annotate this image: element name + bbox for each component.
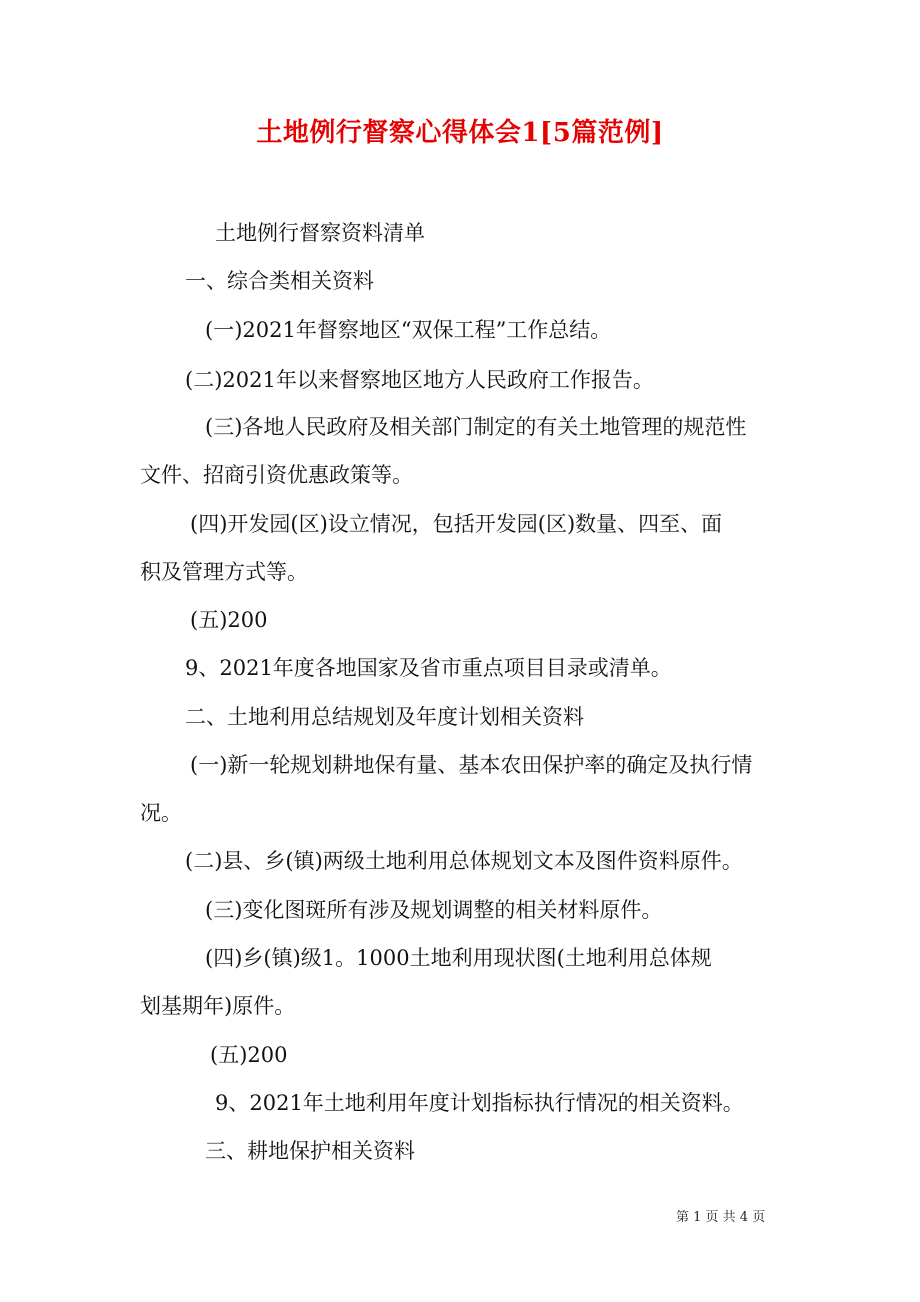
paragraph-line: (一)新一轮规划耕地保有量、基本农田保护率的确定及执行情 [190,753,753,777]
paragraph-line: 文件、招商引资优惠政策等。 [140,463,413,487]
paragraph-line: (四)乡(镇)级1。1000土地利用现状图(土地利用总体规 [205,946,712,970]
paragraph-line: (三)各地人民政府及相关部门制定的有关土地管理的规范性 [205,415,747,439]
paragraph-line: 9、2021年土地利用年度计划指标执行情况的相关资料。 [215,1091,744,1115]
paragraph-line: (二)县、乡(镇)两级土地利用总体规划文本及图件资料原件。 [185,849,743,873]
section-heading: 一、综合类相关资料 [185,269,374,293]
paragraph-line: (四)开发园(区)设立情况，包括开发园(区)数量、四至、面 [190,512,723,536]
paragraph-line: 划基期年)原件。 [140,994,296,1018]
paragraph-line: (二)2021年以来督察地区地方人民政府工作报告。 [185,368,654,392]
paragraph-line: (五)200 [210,1043,288,1067]
paragraph-line: 土地例行督察资料清单 [215,221,425,245]
section-heading: 三、耕地保护相关资料 [205,1139,415,1163]
paragraph-line: (三)变化图斑所有涉及规划调整的相关材料原件。 [205,898,663,922]
section-heading: 二、土地利用总结规划及年度计划相关资料 [185,705,584,729]
paragraph-line: (五)200 [190,608,268,632]
paragraph-line: (一)2021年督察地区“双保工程”工作总结。 [205,318,612,342]
paragraph-line: 9、2021年度各地国家及省市重点项目目录或清单。 [185,656,672,680]
paragraph-line: 积及管理方式等。 [140,560,308,584]
page-number-footer: 第 1 页 共 4 页 [676,1210,766,1225]
paragraph-line: 况。 [140,801,182,825]
document-title: 土地例行督察心得体会1[5篇范例] [256,118,664,148]
